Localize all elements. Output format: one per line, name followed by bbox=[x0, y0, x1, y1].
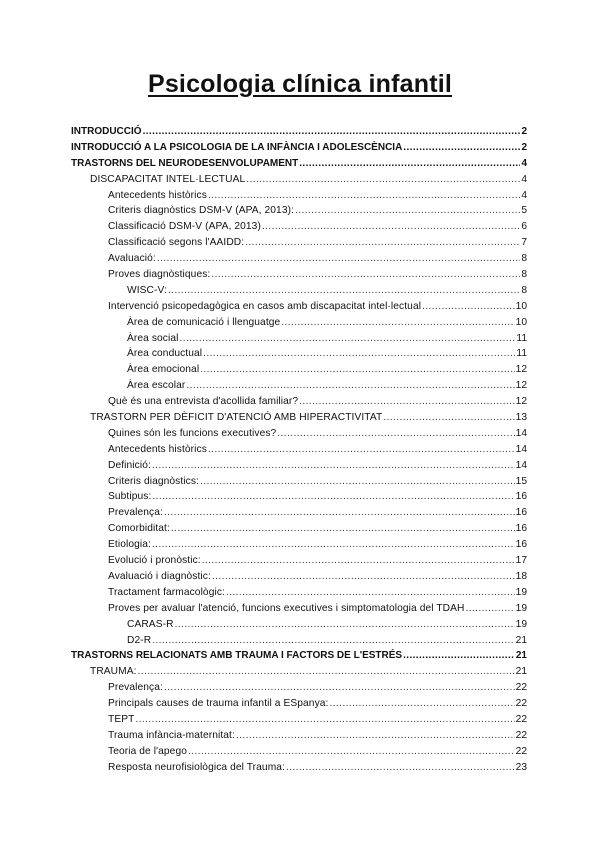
toc-entry[interactable] bbox=[71, 315, 527, 331]
dot-leader bbox=[186, 378, 514, 394]
toc-entry[interactable] bbox=[71, 394, 527, 410]
toc-entry-label: Teoria de l'apego bbox=[108, 745, 187, 757]
toc-entry-label: Definició: bbox=[108, 459, 151, 471]
toc-entry-page-number: 5 bbox=[521, 205, 527, 217]
toc-entry-label: Principals causes de trauma infantil a ESpanya: bbox=[108, 698, 329, 710]
dot-leader bbox=[200, 474, 515, 490]
toc-entry-page-number: 2 bbox=[521, 141, 527, 153]
toc-entry[interactable] bbox=[71, 744, 527, 760]
table-of-contents bbox=[71, 124, 527, 776]
toc-entry[interactable] bbox=[71, 283, 527, 299]
toc-entry[interactable] bbox=[71, 331, 527, 347]
toc-entry-page-number: 16 bbox=[515, 523, 527, 535]
dot-leader bbox=[299, 156, 520, 172]
toc-entry-page-number: 8 bbox=[521, 253, 527, 265]
toc-entry-label: Avaluació i diagnòstic: bbox=[108, 570, 211, 582]
toc-entry-page-number: 19 bbox=[515, 586, 527, 598]
toc-entry-label: Àrea escolar bbox=[127, 380, 186, 392]
toc-entry[interactable] bbox=[71, 728, 527, 744]
dot-leader bbox=[208, 188, 520, 204]
toc-entry[interactable] bbox=[71, 251, 527, 267]
toc-entry[interactable] bbox=[71, 410, 527, 426]
toc-entry[interactable] bbox=[71, 664, 527, 680]
toc-entry-page-number: 19 bbox=[515, 602, 527, 614]
dot-leader bbox=[138, 664, 515, 680]
dot-leader bbox=[168, 283, 520, 299]
dot-leader bbox=[188, 744, 515, 760]
toc-entry[interactable] bbox=[71, 267, 527, 283]
toc-entry-page-number: 19 bbox=[515, 618, 527, 630]
toc-entry-label: Prevalença: bbox=[108, 507, 163, 519]
dot-leader bbox=[245, 235, 520, 251]
toc-entry-label: Àrea emocional bbox=[127, 364, 200, 376]
dot-leader bbox=[202, 553, 515, 569]
toc-entry-label: Avaluació: bbox=[108, 253, 156, 265]
toc-entry-page-number: 22 bbox=[515, 745, 527, 757]
toc-entry-page-number: 11 bbox=[516, 348, 527, 360]
dot-leader bbox=[212, 569, 515, 585]
toc-entry[interactable] bbox=[71, 346, 527, 362]
dot-leader bbox=[171, 521, 515, 537]
toc-entry[interactable] bbox=[71, 521, 527, 537]
dot-leader bbox=[152, 537, 515, 553]
toc-entry[interactable] bbox=[71, 378, 527, 394]
dot-leader bbox=[422, 299, 515, 315]
dot-leader bbox=[152, 633, 514, 649]
dot-leader bbox=[281, 315, 514, 331]
toc-entry-page-number: 17 bbox=[515, 555, 527, 567]
toc-entry-page-number: 12 bbox=[515, 364, 527, 376]
toc-entry-page-number: 22 bbox=[515, 682, 527, 694]
dot-leader bbox=[135, 712, 514, 728]
dot-leader bbox=[246, 172, 520, 188]
toc-entry[interactable] bbox=[71, 712, 527, 728]
toc-entry[interactable] bbox=[71, 474, 527, 490]
dot-leader bbox=[157, 251, 521, 267]
toc-entry[interactable] bbox=[71, 601, 527, 617]
toc-entry-page-number: 13 bbox=[515, 412, 527, 424]
toc-entry[interactable] bbox=[71, 219, 527, 235]
toc-entry-page-number: 21 bbox=[515, 666, 527, 678]
toc-entry-label: Classificació DSM-V (APA, 2013) bbox=[108, 221, 261, 233]
toc-entry-page-number: 16 bbox=[515, 507, 527, 519]
toc-entry-label: D2-R bbox=[127, 634, 152, 646]
toc-entry[interactable] bbox=[71, 617, 527, 633]
dot-leader bbox=[277, 426, 514, 442]
dot-leader bbox=[403, 648, 515, 664]
toc-entry-label: Àrea de comunicació i llenguatge bbox=[127, 316, 281, 328]
toc-entry-label: Tractament farmacològic: bbox=[108, 586, 225, 598]
toc-entry-page-number: 12 bbox=[515, 380, 527, 392]
toc-entry-page-number: 8 bbox=[521, 269, 527, 281]
toc-entry[interactable] bbox=[71, 696, 527, 712]
toc-entry-label: Quines són les funcions executives? bbox=[108, 427, 277, 439]
toc-entry-label: Resposta neurofisiològica del Trauma: bbox=[108, 761, 285, 773]
toc-entry-page-number: 2 bbox=[521, 126, 527, 137]
dot-leader bbox=[152, 458, 515, 474]
dot-leader bbox=[203, 346, 515, 362]
toc-entry-label: Criteris diagnòstics DSM-V (APA, 2013): bbox=[108, 205, 295, 217]
toc-entry-label: Àrea social bbox=[127, 332, 179, 344]
dot-leader bbox=[175, 617, 515, 633]
dot-leader bbox=[295, 203, 520, 219]
toc-entry-label: WISC-V: bbox=[127, 284, 167, 296]
toc-entry[interactable] bbox=[71, 537, 527, 553]
toc-entry[interactable] bbox=[71, 569, 527, 585]
toc-entry-label: DISCAPACITAT INTEL·LECTUAL bbox=[90, 173, 246, 185]
toc-entry-label: TRAUMA: bbox=[90, 666, 137, 678]
toc-entry-page-number: 6 bbox=[521, 221, 527, 233]
dot-leader bbox=[164, 680, 515, 696]
toc-entry-page-number: 14 bbox=[515, 443, 527, 455]
toc-entry-label: Subtipus: bbox=[108, 491, 152, 503]
toc-entry[interactable] bbox=[71, 505, 527, 521]
dot-leader bbox=[143, 124, 521, 140]
toc-entry-label: Evolució i pronòstic: bbox=[108, 555, 201, 567]
toc-entry-label: Comorbiditat: bbox=[108, 523, 170, 535]
dot-leader bbox=[262, 219, 520, 235]
dot-leader bbox=[152, 489, 514, 505]
dot-leader bbox=[329, 696, 514, 712]
toc-entry[interactable] bbox=[71, 140, 527, 156]
toc-entry-page-number: 22 bbox=[515, 713, 527, 725]
toc-entry-label: Etiologia: bbox=[108, 539, 151, 551]
toc-entry-page-number: 10 bbox=[515, 300, 527, 312]
toc-entry[interactable] bbox=[71, 489, 527, 505]
toc-entry-label: TRASTORN PER DÈFICIT D'ATENCIÓ AMB HIPERACTIVITAT bbox=[90, 412, 383, 424]
dot-leader bbox=[226, 585, 515, 601]
toc-entry-label: Antecedents històrics bbox=[108, 443, 207, 455]
toc-entry-page-number: 16 bbox=[515, 491, 527, 503]
toc-entry[interactable] bbox=[71, 648, 527, 664]
toc-entry[interactable] bbox=[71, 235, 527, 251]
toc-entry[interactable] bbox=[71, 203, 527, 219]
toc-entry-page-number: 8 bbox=[521, 284, 527, 296]
toc-entry-page-number: 22 bbox=[515, 729, 527, 741]
toc-entry-page-number: 14 bbox=[515, 427, 527, 439]
toc-entry-label: TEPT bbox=[108, 713, 135, 725]
toc-entry-label: Antecedents històrics bbox=[108, 189, 207, 201]
dot-leader bbox=[180, 331, 516, 347]
toc-entry[interactable] bbox=[71, 362, 527, 378]
toc-entry[interactable] bbox=[71, 172, 527, 188]
toc-entry-page-number: 23 bbox=[515, 761, 527, 773]
toc-entry-page-number: 14 bbox=[515, 459, 527, 471]
toc-entry-page-number: 4 bbox=[521, 157, 527, 169]
dot-leader bbox=[383, 410, 514, 426]
dot-leader bbox=[299, 394, 514, 410]
toc-entry[interactable] bbox=[71, 124, 527, 140]
toc-entry-label: Classificació segons l'AAIDD: bbox=[108, 237, 245, 249]
toc-entry-label: Criteris diagnòstics: bbox=[108, 475, 199, 487]
toc-entry[interactable] bbox=[71, 299, 527, 315]
toc-entry[interactable] bbox=[71, 458, 527, 474]
toc-entry-label: INTRODUCCIÓ bbox=[71, 126, 142, 137]
toc-entry-label: Trauma infància-maternitat: bbox=[108, 729, 235, 741]
dot-leader bbox=[208, 442, 515, 458]
toc-entry-page-number: 10 bbox=[515, 316, 527, 328]
page-title: Psicologia clínica infantil bbox=[147, 70, 453, 98]
toc-entry-label: Intervenció psicopedagògica en casos amb discapacitat intel·lectual bbox=[108, 300, 422, 312]
toc-entry-page-number: 21 bbox=[515, 650, 527, 662]
dot-leader bbox=[403, 140, 520, 156]
toc-entry-page-number: 21 bbox=[515, 634, 527, 646]
toc-entry[interactable] bbox=[71, 442, 527, 458]
toc-entry-label: Proves diagnòstiques: bbox=[108, 269, 211, 281]
toc-entry-label: TRASTORNS DEL NEURODESENVOLUPAMENT bbox=[71, 157, 299, 169]
toc-entry-page-number: 4 bbox=[521, 173, 527, 185]
toc-entry[interactable] bbox=[71, 633, 527, 649]
toc-entry-page-number: 15 bbox=[515, 475, 527, 487]
toc-entry-page-number: 12 bbox=[515, 396, 527, 408]
toc-entry[interactable] bbox=[71, 426, 527, 442]
toc-entry-label: Proves per avaluar l'atenció, funcions executives i simptomatologia del TDAH bbox=[108, 602, 465, 614]
toc-entry[interactable] bbox=[71, 156, 527, 172]
dot-leader bbox=[164, 505, 515, 521]
toc-entry-label: INTRODUCCIÓ A LA PSICOLOGIA DE LA INFÀNCIA I ADOLESCÈNCIA bbox=[71, 141, 403, 153]
toc-entry-page-number: 18 bbox=[515, 570, 527, 582]
toc-entry-label: Prevalença: bbox=[108, 682, 163, 694]
toc-entry-page-number: 4 bbox=[521, 189, 527, 201]
toc-entry-page-number: 11 bbox=[516, 332, 527, 344]
toc-entry[interactable] bbox=[71, 553, 527, 569]
toc-entry-page-number: 22 bbox=[515, 698, 527, 710]
dot-leader bbox=[211, 267, 520, 283]
dot-leader bbox=[236, 728, 515, 744]
toc-entry-page-number: 7 bbox=[521, 237, 527, 249]
toc-entry[interactable] bbox=[71, 680, 527, 696]
toc-entry-label: Àrea conductual bbox=[127, 348, 203, 360]
toc-entry-label: Què és una entrevista d'acollida familiar? bbox=[108, 396, 299, 408]
dot-leader bbox=[286, 760, 515, 776]
toc-entry-label: CARAS-R bbox=[127, 618, 174, 630]
dot-leader bbox=[200, 362, 514, 378]
toc-entry-page-number: 16 bbox=[515, 539, 527, 551]
toc-entry[interactable] bbox=[71, 760, 527, 776]
toc-entry[interactable] bbox=[71, 585, 527, 601]
toc-entry[interactable] bbox=[71, 188, 527, 204]
dot-leader bbox=[465, 601, 514, 617]
toc-entry-label: TRASTORNS RELACIONATS AMB TRAUMA I FACTORS DE L'ESTRÉS bbox=[71, 650, 403, 662]
